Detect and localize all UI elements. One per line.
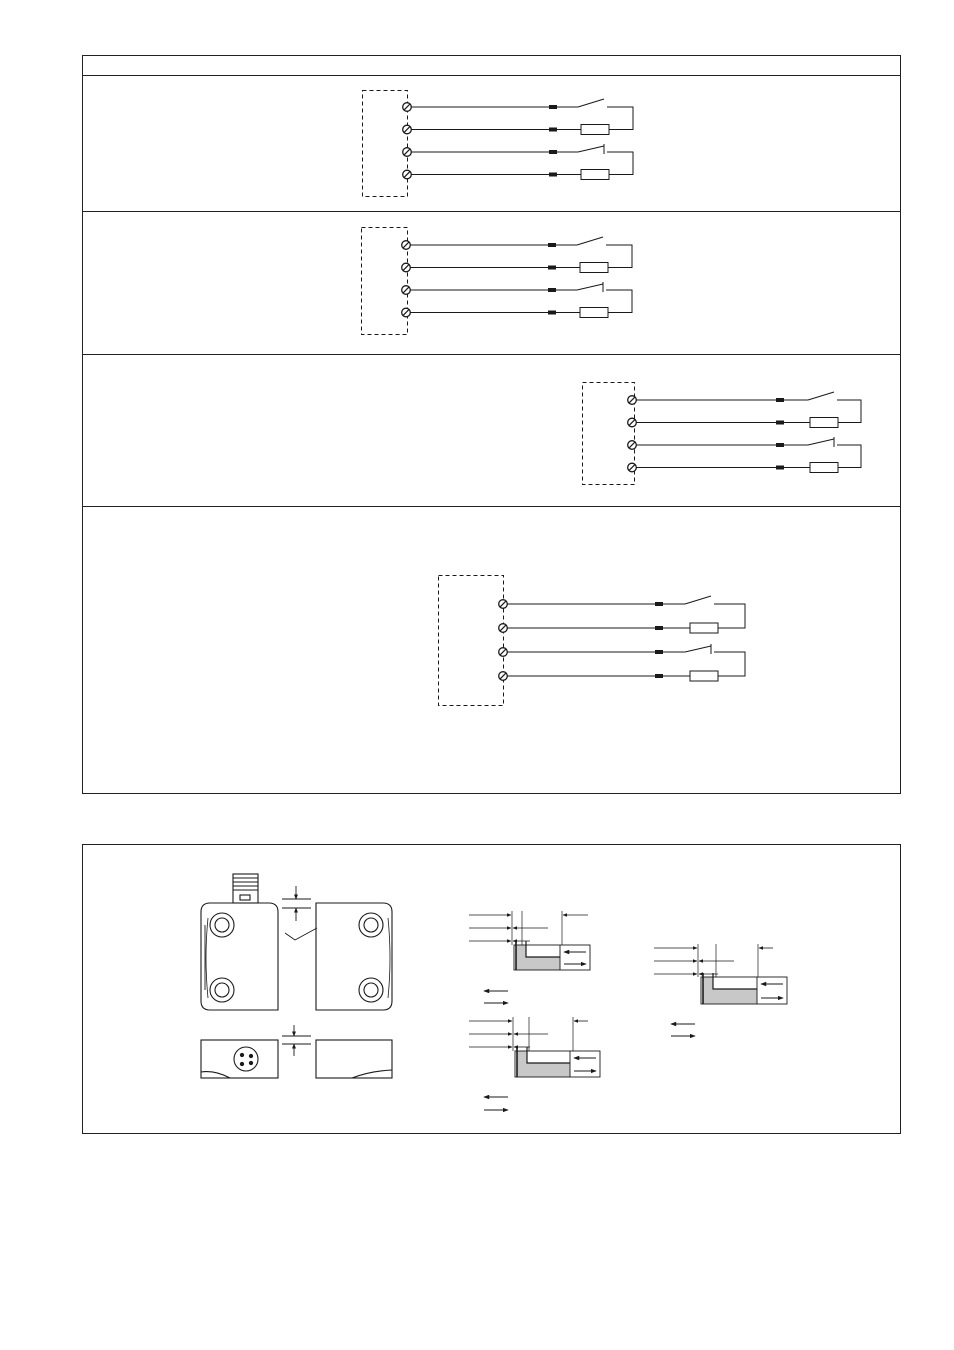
- terminal-screw-icon: [499, 648, 508, 657]
- contact-open: [578, 99, 604, 107]
- connector-plug: [548, 288, 556, 292]
- connector-plug: [548, 266, 556, 270]
- sensor-front-view: [201, 874, 278, 1010]
- direction-legend: [484, 1097, 508, 1110]
- actuator-front-view: [316, 903, 392, 1010]
- hysteresis-area: [703, 977, 757, 1004]
- terminal-screw-icon: [628, 396, 637, 405]
- connector-plug: [776, 398, 784, 402]
- device-boundary: [363, 91, 408, 197]
- switching-diagram: [469, 911, 590, 1003]
- resistor: [690, 671, 718, 681]
- connector-plug: [655, 674, 663, 678]
- loop-wire: [714, 604, 745, 628]
- switching-diagram: [469, 1017, 600, 1110]
- resistor: [581, 170, 609, 180]
- panel-3: [583, 383, 862, 485]
- gap-dimension-bottom: [282, 1025, 311, 1056]
- terminal-screw-icon: [402, 308, 411, 317]
- resistor: [580, 308, 608, 318]
- terminal-screw-icon: [499, 624, 508, 633]
- loop-wire: [714, 652, 745, 676]
- panel-2: [362, 228, 633, 335]
- resistor: [581, 125, 609, 135]
- loop-wire: [837, 445, 861, 468]
- loop-wire: [606, 245, 632, 268]
- resistor: [690, 623, 718, 633]
- connector-plug: [549, 173, 557, 177]
- device-boundary: [439, 576, 504, 706]
- device-boundary: [583, 383, 635, 485]
- direction-legend: [671, 1024, 695, 1036]
- terminal-screw-icon: [628, 441, 637, 450]
- resistor: [580, 263, 608, 273]
- terminal-screw-icon: [403, 170, 412, 179]
- actuator-side-view: [316, 1040, 392, 1078]
- contact-closed: [685, 646, 711, 652]
- loop-wire: [607, 152, 633, 175]
- connector-plug: [655, 602, 663, 606]
- terminal-screw-icon: [402, 286, 411, 295]
- resistor: [810, 418, 838, 428]
- panel-4: [439, 576, 746, 706]
- switching-curve: [526, 941, 560, 957]
- terminal-screw-icon: [628, 463, 637, 472]
- loop-wire: [607, 107, 633, 130]
- contact-closed: [808, 439, 834, 445]
- resistor: [810, 463, 838, 473]
- panel-1: [363, 91, 634, 197]
- terminal-screw-icon: [403, 103, 412, 112]
- contact-open: [577, 237, 603, 245]
- connector-plug: [548, 311, 556, 315]
- switching-diagrams: [469, 911, 787, 1110]
- device-boundary: [362, 228, 408, 335]
- connector-plug: [549, 150, 557, 154]
- sensor-side-view: [201, 1040, 278, 1078]
- connector-plug: [776, 443, 784, 447]
- contact-closed: [578, 146, 604, 152]
- gap-dimension-top: [282, 886, 317, 940]
- terminal-screw-icon: [403, 125, 412, 134]
- connector-plug: [776, 466, 784, 470]
- connector-plug: [549, 105, 557, 109]
- switching-diagram: [654, 944, 787, 1036]
- switching-curve: [713, 973, 757, 989]
- terminal-screw-icon: [628, 418, 637, 427]
- switching-curve: [527, 1047, 570, 1063]
- terminal-screw-icon: [499, 672, 508, 681]
- connector-plug: [776, 421, 784, 425]
- contact-closed: [577, 284, 603, 290]
- connector-plug: [549, 128, 557, 132]
- loop-wire: [837, 400, 861, 423]
- connector-plug: [655, 650, 663, 654]
- loop-wire: [606, 290, 632, 313]
- terminal-screw-icon: [402, 241, 411, 250]
- connector-plug: [548, 243, 556, 247]
- terminal-screw-icon: [403, 148, 412, 157]
- wiring-diagrams: [362, 91, 862, 706]
- terminal-screw-icon: [499, 600, 508, 609]
- direction-legend: [484, 991, 508, 1003]
- contact-open: [808, 392, 834, 400]
- contact-open: [685, 596, 711, 604]
- terminal-screw-icon: [402, 263, 411, 272]
- connector-plug: [655, 626, 663, 630]
- hysteresis-area: [517, 1051, 570, 1077]
